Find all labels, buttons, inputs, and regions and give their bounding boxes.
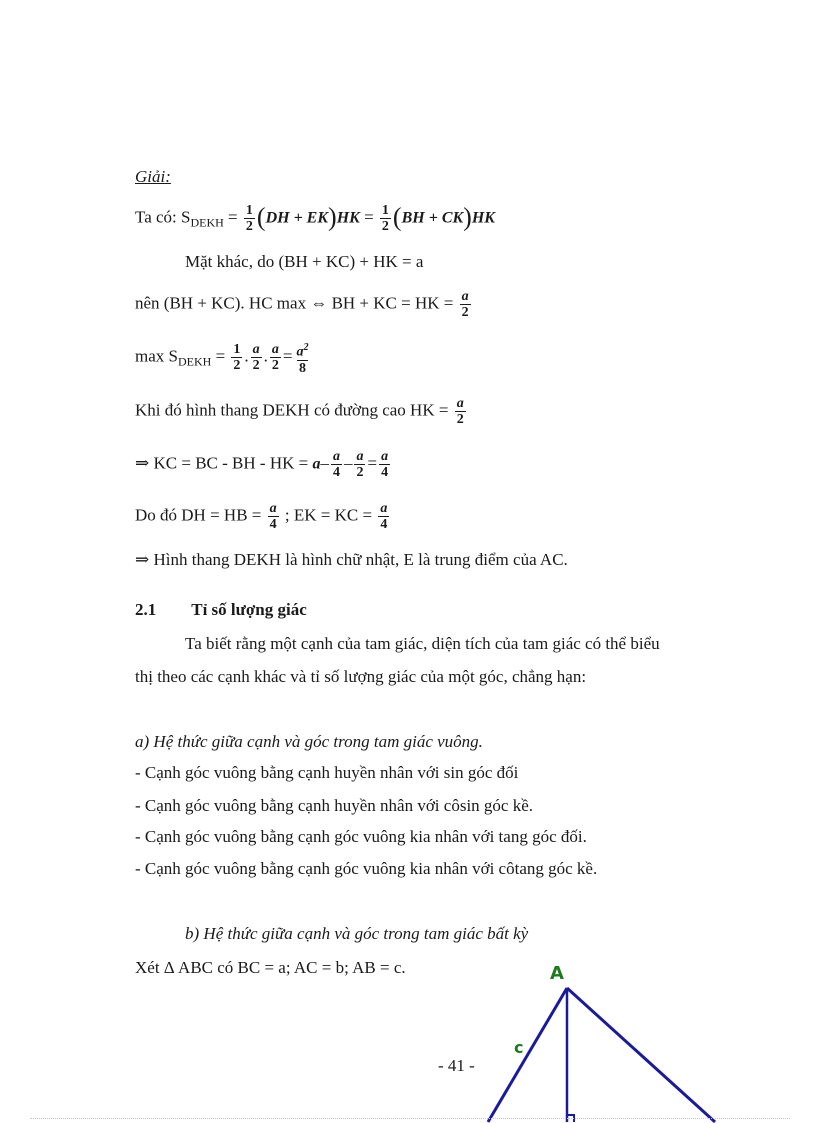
equals: = bbox=[359, 207, 378, 227]
numerator: a bbox=[380, 501, 388, 516]
fraction bbox=[331, 449, 342, 480]
text: Do đó DH = HB = bbox=[135, 505, 266, 525]
paragraph-line: thị theo các cạnh khác và tỉ số lượng giác của một góc, chẳng hạn: bbox=[135, 667, 587, 686]
paragraph-line: Ta biết rằng một cạnh của tam giác, diện tích của tam giác có thể biểu bbox=[185, 634, 660, 653]
text: ; EK = KC = bbox=[280, 505, 377, 525]
fraction bbox=[379, 449, 390, 480]
fraction bbox=[295, 340, 311, 376]
numerator: a bbox=[381, 449, 389, 464]
numerator: a bbox=[271, 342, 279, 358]
section-title: Tỉ số lượng giác bbox=[191, 600, 307, 619]
fraction-half bbox=[380, 203, 391, 234]
denominator: 4 bbox=[332, 465, 340, 480]
list-item: - Cạnh góc vuông bằng cạnh góc vuông kia nhân với tang góc đối. bbox=[135, 827, 587, 846]
denominator: 2 bbox=[252, 358, 260, 374]
max-condition-line bbox=[135, 289, 473, 320]
triangle-figure bbox=[470, 955, 730, 1123]
numerator: 1 bbox=[381, 203, 389, 218]
fraction-half bbox=[244, 203, 255, 234]
list-item: - Cạnh góc vuông bằng cạnh góc vuông kia nhân với côtang góc kề. bbox=[135, 859, 598, 878]
footer-divider bbox=[30, 1118, 790, 1119]
side-ab bbox=[488, 988, 567, 1122]
denominator: 8 bbox=[299, 360, 306, 376]
section-heading bbox=[135, 599, 307, 621]
section-number: 2.1 bbox=[135, 600, 157, 619]
fraction bbox=[378, 501, 389, 532]
numerator: 1 bbox=[245, 203, 253, 218]
paren-close: ) bbox=[328, 202, 337, 232]
fraction bbox=[460, 289, 471, 320]
numerator: a bbox=[332, 449, 340, 464]
text: Khi đó hình thang DEKH có đường cao HK = bbox=[135, 400, 453, 420]
subscript: DEKH bbox=[177, 354, 212, 369]
max-area-line bbox=[135, 340, 313, 376]
conclusion-line: ⇒ Hình thang DEKH là hình chữ nhật, E là trung điểm của AC. bbox=[135, 550, 568, 569]
fraction bbox=[354, 449, 365, 480]
solution-heading: Giải: bbox=[135, 167, 171, 186]
triangle-statement: Xét Δ ABC có BC = a; AC = b; AB = c. bbox=[135, 958, 406, 977]
side-ac bbox=[567, 988, 715, 1122]
dot: . bbox=[244, 346, 249, 366]
paren-close: ) bbox=[463, 202, 472, 232]
numerator: a bbox=[456, 396, 464, 411]
numerator: 1 bbox=[233, 342, 241, 358]
paren-open: ( bbox=[392, 202, 402, 232]
kc-line bbox=[135, 449, 392, 480]
text: max S bbox=[135, 346, 178, 366]
list-item: - Cạnh góc vuông bằng cạnh huyền nhân với sin góc đối bbox=[135, 763, 519, 782]
numerator: a bbox=[252, 342, 260, 358]
fraction bbox=[270, 342, 281, 373]
fraction bbox=[455, 396, 466, 427]
equals: = bbox=[282, 346, 293, 366]
equals: = bbox=[367, 453, 378, 473]
subheading-a: a) Hệ thức giữa cạnh và góc trong tam giác vuông. bbox=[135, 732, 483, 751]
expr-hk: HK bbox=[336, 209, 360, 227]
subheading-b: b) Hệ thức giữa cạnh và góc trong tam giác bất kỳ bbox=[185, 924, 529, 943]
fraction bbox=[231, 342, 242, 373]
numerator: a bbox=[356, 449, 364, 464]
denominator: 2 bbox=[461, 305, 469, 320]
dot: . bbox=[263, 346, 268, 366]
list-item: - Cạnh góc vuông bằng cạnh huyền nhân với côsin góc kề. bbox=[135, 796, 534, 815]
area-formula-line bbox=[135, 203, 495, 234]
var-a: a bbox=[312, 455, 321, 473]
equals: = bbox=[211, 346, 230, 366]
text: nên (BH + KC). HC max ⇔ BH + KC = HK = bbox=[135, 293, 458, 313]
height-line bbox=[135, 396, 468, 427]
text-line: Mặt khác, do (BH + KC) + HK = a bbox=[185, 252, 424, 271]
expr-bh-ck: BH + CK bbox=[401, 209, 464, 227]
vertex-label-a: A bbox=[550, 963, 564, 984]
denominator: 2 bbox=[245, 219, 253, 234]
expr-hk: HK bbox=[471, 209, 495, 227]
minus: – bbox=[343, 453, 353, 473]
denominator: 2 bbox=[356, 465, 364, 480]
expr-dh-ek: DH + EK bbox=[265, 209, 329, 227]
denominator: 2 bbox=[233, 358, 241, 374]
equals: = bbox=[223, 207, 242, 227]
denominator: 2 bbox=[271, 358, 279, 374]
area-prefix: Ta có: S bbox=[135, 207, 191, 227]
exponent: 2 bbox=[303, 342, 309, 353]
text: ⇒ KC = BC - BH - HK = bbox=[135, 453, 313, 473]
denominator: 2 bbox=[456, 412, 464, 427]
dh-ek-line bbox=[135, 501, 391, 532]
side-label-c: c bbox=[514, 1038, 524, 1057]
area-subscript: DEKH bbox=[190, 215, 224, 230]
numerator: a bbox=[461, 289, 469, 304]
fraction bbox=[251, 342, 262, 373]
fraction bbox=[268, 501, 279, 532]
denominator: 4 bbox=[381, 465, 389, 480]
paren-open: ( bbox=[256, 202, 266, 232]
base: a bbox=[296, 344, 304, 360]
page-number: - 41 - bbox=[438, 1056, 475, 1075]
numerator bbox=[295, 340, 311, 360]
minus: – bbox=[320, 453, 329, 473]
denominator: 2 bbox=[381, 219, 389, 234]
denominator: 4 bbox=[380, 517, 388, 532]
numerator: a bbox=[269, 501, 277, 516]
denominator: 4 bbox=[269, 517, 277, 532]
